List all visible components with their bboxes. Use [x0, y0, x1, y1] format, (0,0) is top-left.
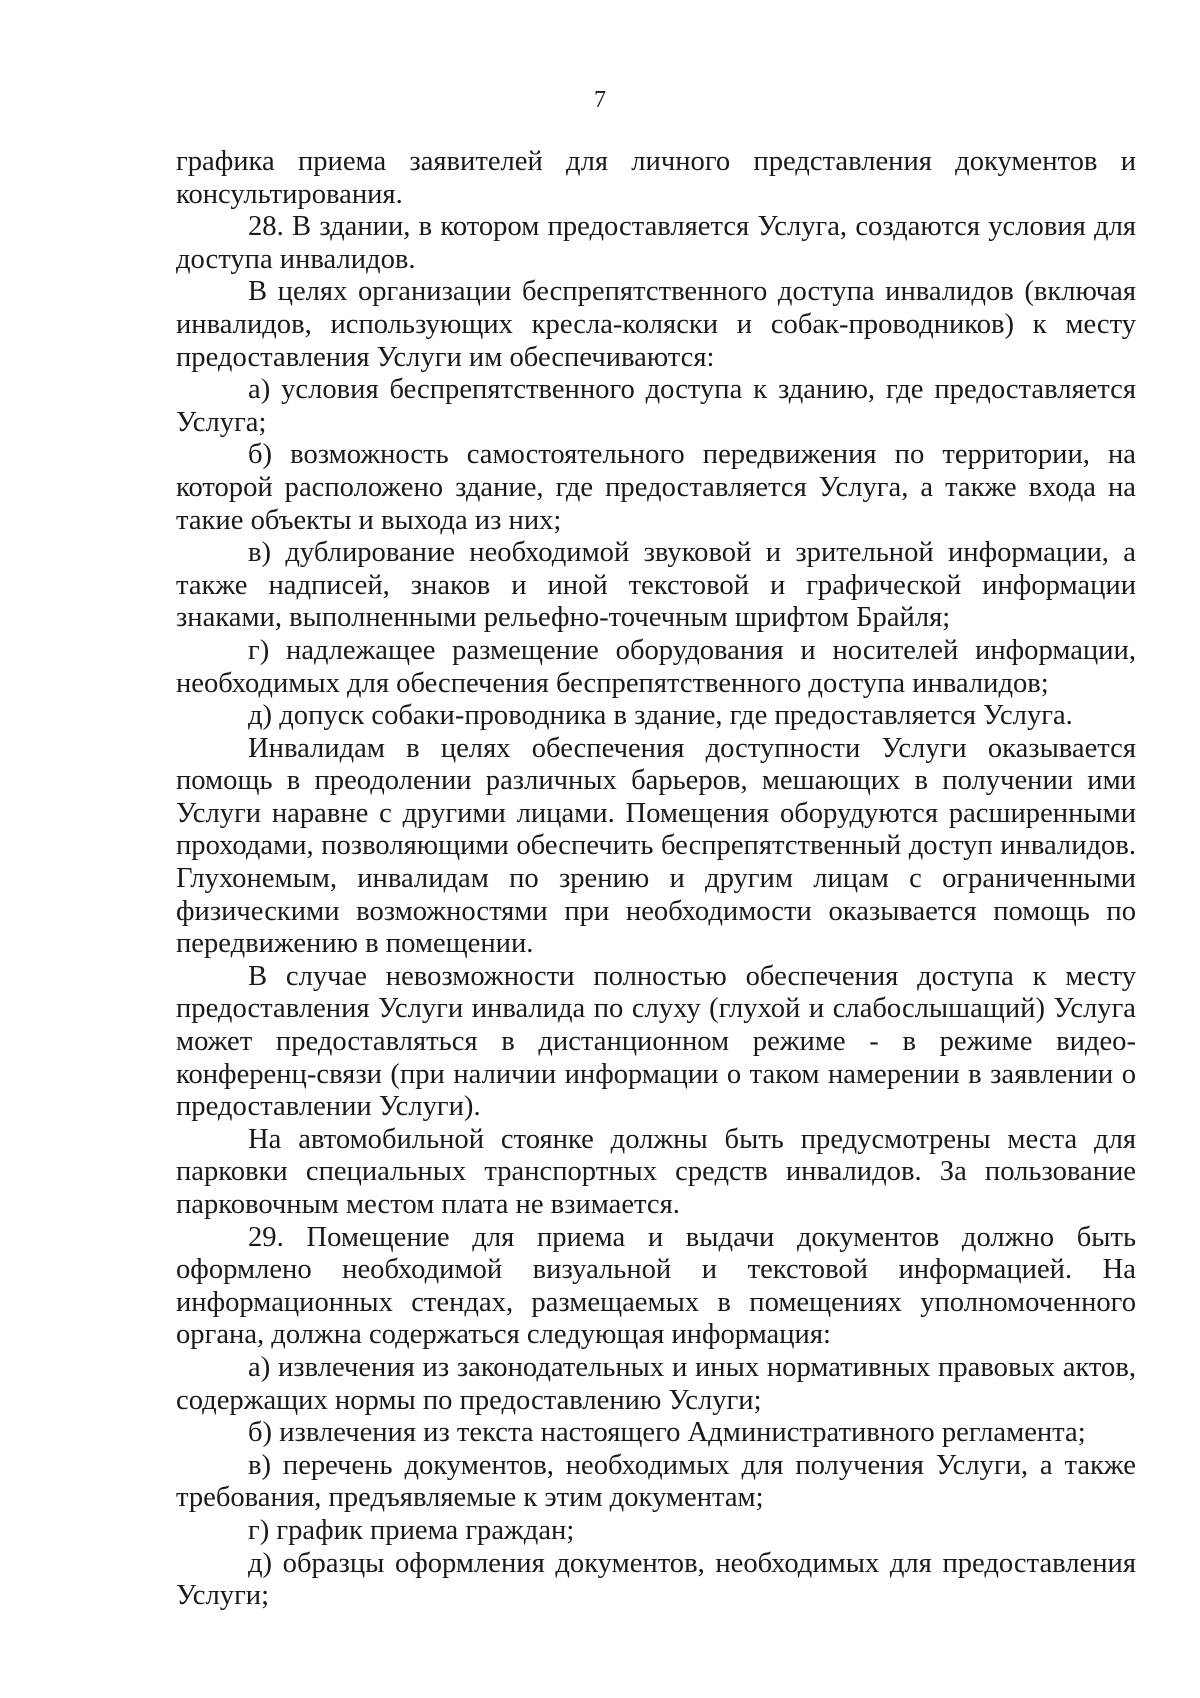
- paragraph: На автомобильной стоянке должны быть предусмотрены места для парковки специальных транспортных средств инвалидов. За пользование парковочным местом плата не взимается.: [176, 1123, 1136, 1220]
- paragraph: графика приема заявителей для личного представления документов и консультирования.: [176, 146, 1136, 210]
- document-body: [176, 146, 1136, 1613]
- paragraph: 28. В здании, в котором предоставляется Услуга, создаются условия для доступа инвалидов.: [176, 211, 1136, 275]
- list-item: б) возможность самостоятельного передвижения по территории, на которой расположено здание, где предоставляется Услуга, а также входа на такие объекты и выхода из них;: [176, 439, 1136, 536]
- list-item: б) извлечения из текста настоящего Административного регламента;: [248, 1417, 1086, 1449]
- list-item: в) дублирование необходимой звуковой и зрительной информации, а также надписей, знаков и иной текстовой и графической информации знаками, выполненными рельефно-точечным шрифтом Брайля;: [176, 537, 1136, 634]
- list-item: г) график приема граждан;: [248, 1514, 575, 1546]
- list-item: в) перечень документов, необходимых для получения Услуги, а также требования, предъявляемые к этим документам;: [176, 1449, 1136, 1514]
- list-item: д) допуск собаки-проводника в здание, где предоставляется Услуга.: [248, 700, 1073, 732]
- page-number: 7: [594, 87, 606, 113]
- list-item: г) надлежащее размещение оборудования и носителей информации, необходимых для обеспечения беспрепятственного доступа инвалидов;: [176, 634, 1136, 699]
- list-item: д) образцы оформления документов, необходимых для предоставления Услуги;: [176, 1547, 1136, 1612]
- paragraph: В случае невозможности полностью обеспечения доступа к месту предоставления Услуги инвалида по слуху (глухой и слабослышащий) Услуга может предоставляться в дистанционном режиме - в режиме видео-конференц-связи (при наличии информации о таком намерении в заявлении о предоставлении Услуги).: [176, 960, 1136, 1123]
- list-item: а) условия беспрепятственного доступа к зданию, где предоставляется Услуга;: [176, 374, 1136, 438]
- paragraph: В целях организации беспрепятственного доступа инвалидов (включая инвалидов, использующих кресла-коляски и собак-проводников) к месту предоставления Услуги им обеспечиваются:: [176, 276, 1136, 373]
- paragraph: Инвалидам в целях обеспечения доступности Услуги оказывается помощь в преодолении различных барьеров, мешающих в получении ими Услуги наравне с другими лицами. Помещения оборудуются расширенными проходами, позволяющими обеспечить беспрепятственный доступ инвалидов. Глухонемым, инвалидам по зрению и другим лицам с ограниченными физическими возможностями при необходимости оказывается помощь по передвижению в помещении.: [176, 732, 1136, 960]
- list-item: а) извлечения из законодательных и иных нормативных правовых актов, содержащих нормы по предоставлению Услуги;: [176, 1351, 1136, 1416]
- paragraph: 29. Помещение для приема и выдачи документов должно быть оформлено необходимой визуальной и текстовой информацией. На информационных стендах, размещаемых в помещениях уполномоченного органа, должна содержаться следующая информация:: [176, 1221, 1136, 1351]
